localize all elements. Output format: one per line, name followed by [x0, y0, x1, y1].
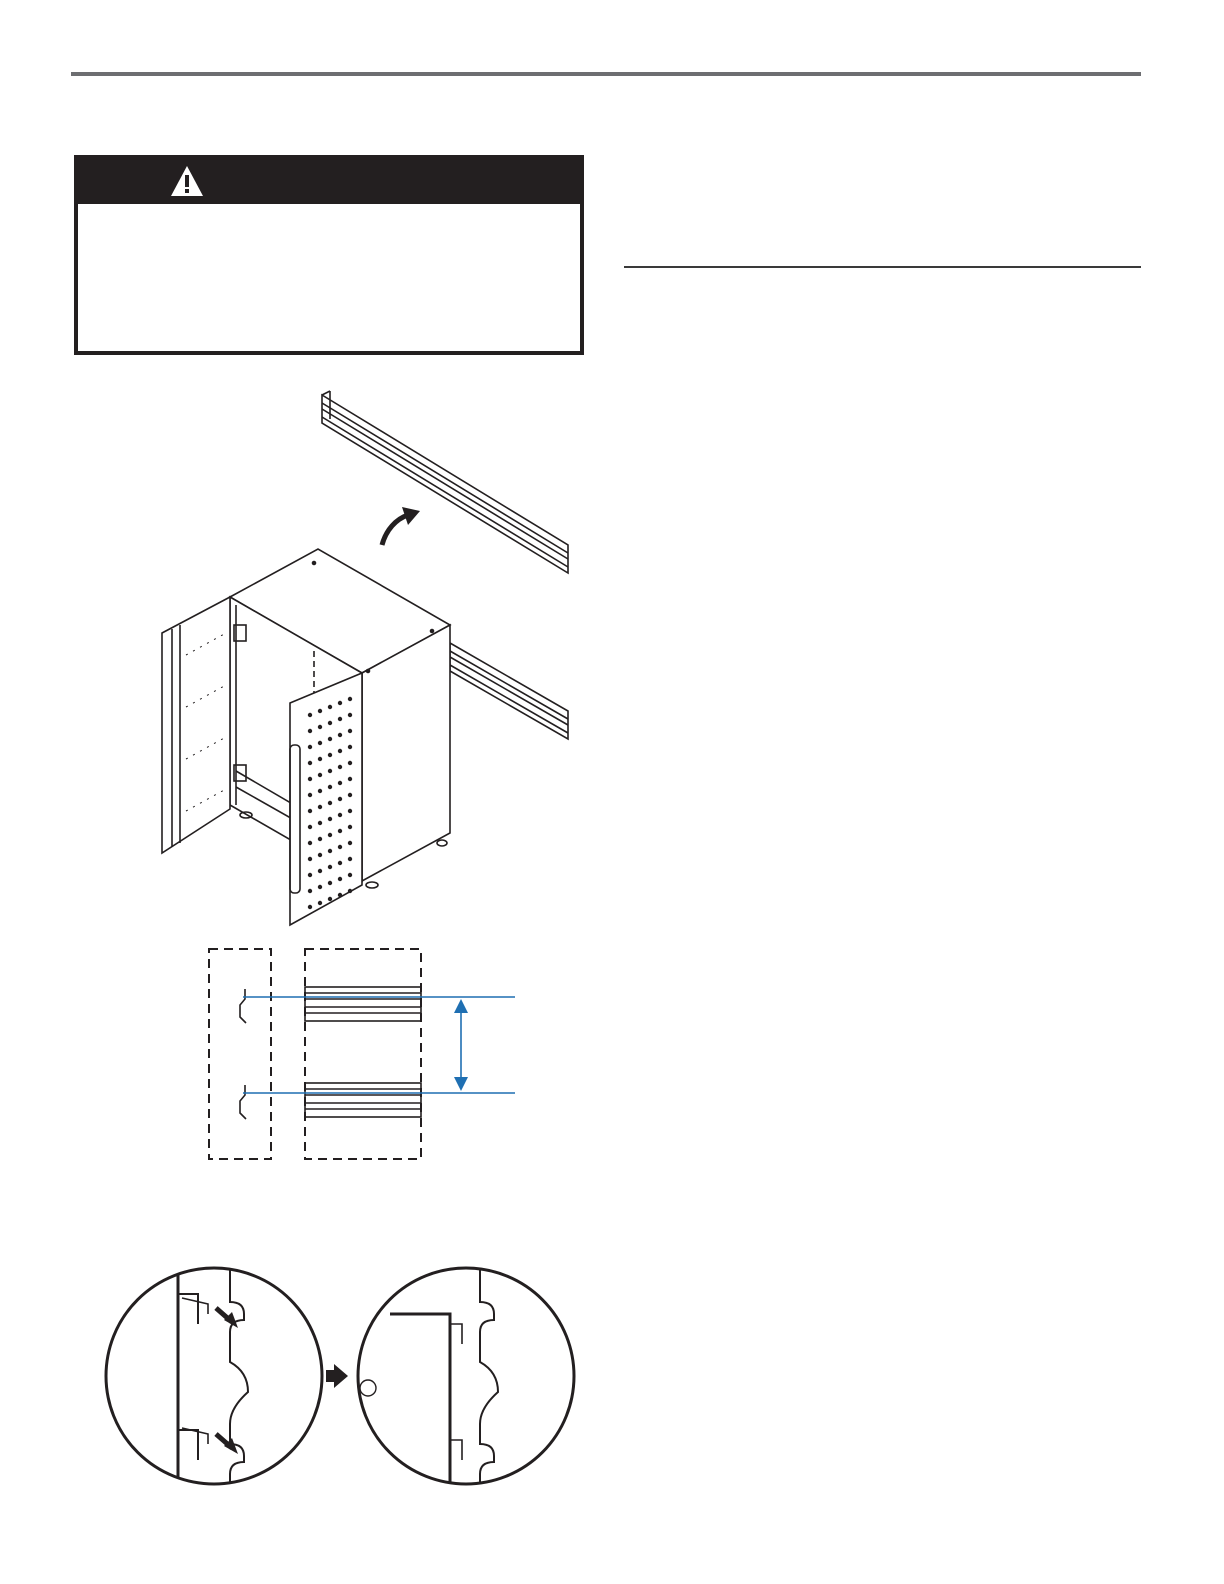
warning-box — [74, 155, 584, 355]
header-rule — [71, 72, 1141, 76]
section-divider — [624, 266, 1141, 268]
rail-detail-illustration — [205, 945, 525, 1165]
after-detail-circle — [358, 1268, 574, 1484]
warning-triangle-icon — [170, 165, 204, 197]
side-profile-frame — [209, 949, 271, 1159]
hook-detail-illustration — [100, 1262, 580, 1492]
before-hook-detail — [178, 1262, 248, 1514]
lower-hook-profile — [240, 1085, 246, 1119]
upper-rail-front — [305, 987, 421, 1021]
lower-wall-rail — [450, 643, 568, 739]
upper-wall-rail — [322, 391, 568, 573]
warning-header — [78, 159, 580, 204]
right-arrow-icon — [326, 1364, 348, 1388]
right-door — [290, 673, 362, 925]
lower-rail-front — [305, 1083, 421, 1117]
upper-hook-profile — [240, 989, 246, 1023]
cabinet-illustration — [150, 385, 580, 930]
front-rail-frame — [305, 949, 421, 1159]
lift-arrow-icon — [382, 515, 408, 545]
measurement-lines — [243, 997, 515, 1093]
before-detail-circle — [106, 1268, 322, 1484]
